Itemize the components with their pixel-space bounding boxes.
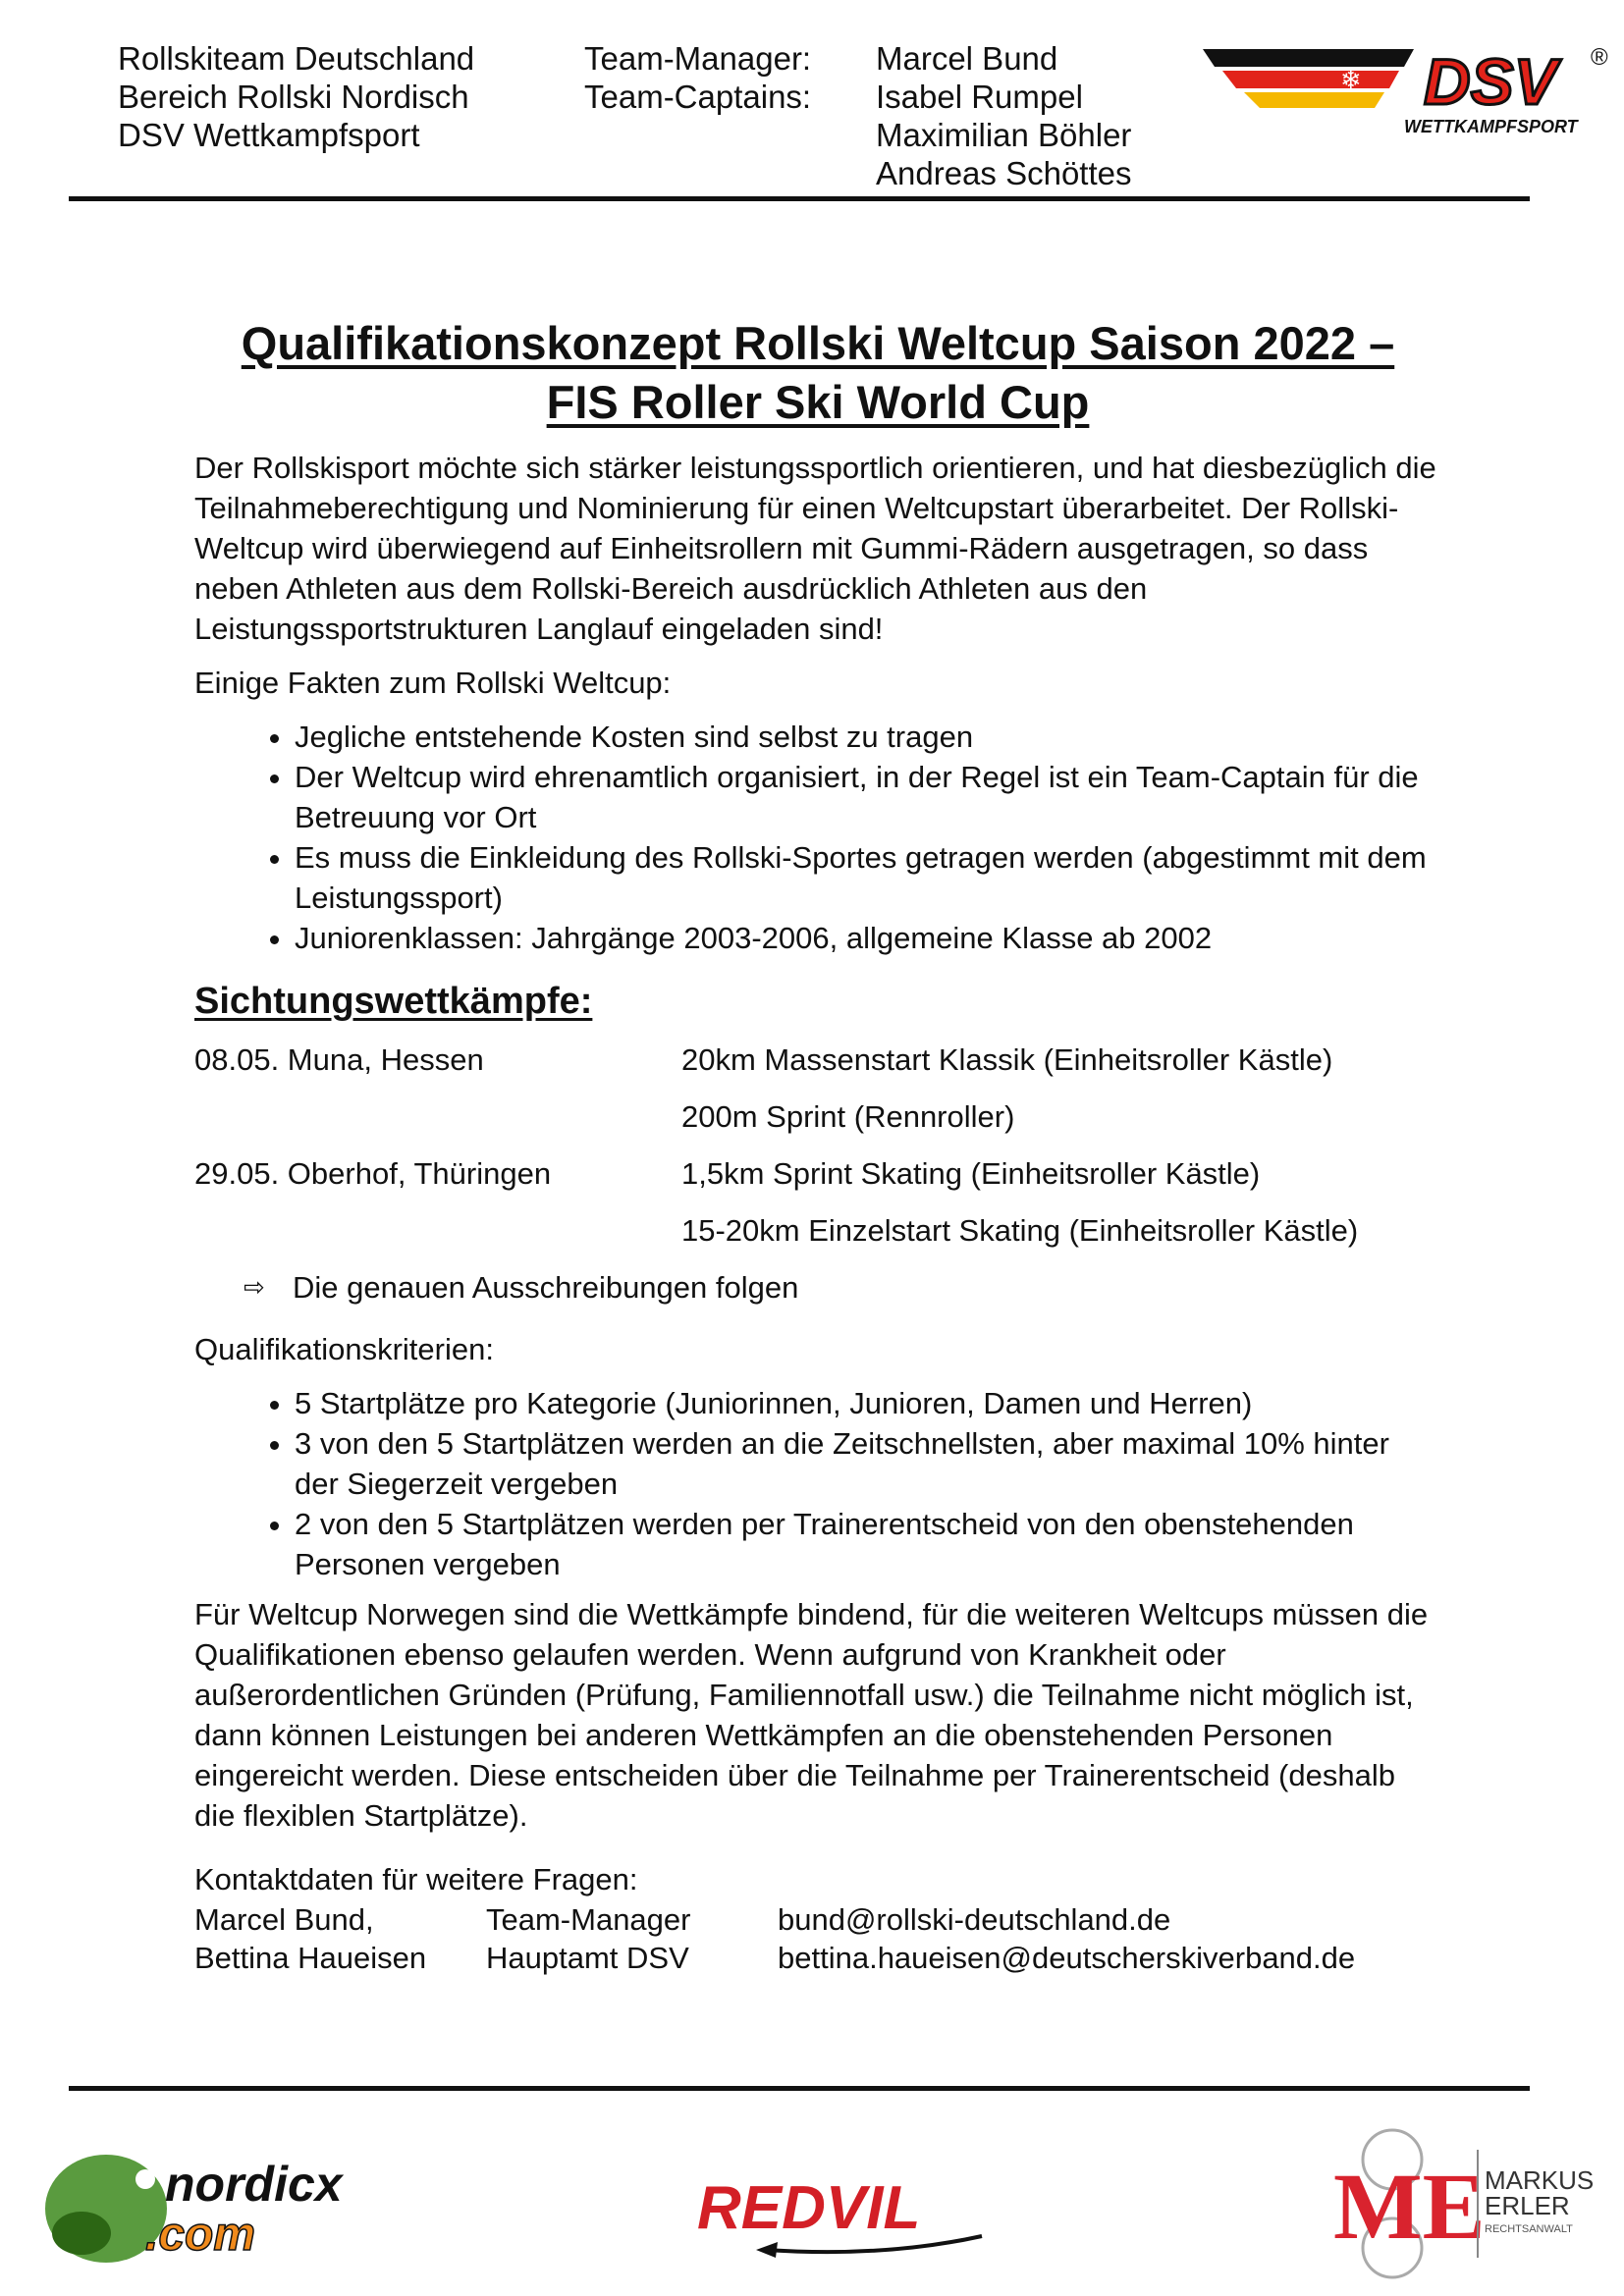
- event-date: 08.05. Muna, Hessen: [194, 1041, 484, 1077]
- person-name: Isabel Rumpel: [876, 79, 1083, 115]
- nordicx-logo: [37, 2140, 430, 2268]
- contact-intro: Kontaktdaten für weitere Fragen:: [194, 1862, 638, 1896]
- contact-name: Bettina Haueisen: [194, 1941, 427, 1975]
- person-name: Maximilian Böhler: [876, 117, 1132, 153]
- contact-email[interactable]: bettina.haueisen@deutscherskiverband.de: [778, 1941, 1356, 1975]
- title-line: Qualifikationskonzept Rollski Weltcup Saison 2022 –: [241, 317, 1395, 369]
- contact-name: Marcel Bund,: [194, 1902, 374, 1937]
- title-line: FIS Roller Ski World Cup: [546, 376, 1090, 428]
- header-divider: [69, 196, 1530, 201]
- list-item: • Der Weltcup wird ehrenamtlich organisiert, in der Regel ist ein Team-Captain für die Betreuung vor Ort: [295, 757, 1441, 837]
- dsv-logo-text: DSV: [1424, 45, 1557, 118]
- markus-erler-logo: [1316, 2120, 1610, 2287]
- list-item: • 5 Startplätze pro Kategorie (Juniorinnen, Junioren, Damen und Herren): [295, 1383, 1441, 1423]
- facts-list: [194, 717, 1441, 958]
- event-row: [194, 1088, 1441, 1145]
- names-block: [876, 39, 1132, 192]
- list-item: • Jegliche entstehende Kosten sind selbst zu tragen: [295, 717, 1441, 757]
- list-item: • Es muss die Einkleidung des Rollski-Sportes getragen werden (abgestimmt mit dem Leistungssport): [295, 837, 1441, 918]
- sponsor-logos: [0, 2110, 1624, 2296]
- arrow-right-icon: ⇨: [244, 1271, 265, 1302]
- contact-role: Hauptamt DSV: [486, 1941, 689, 1975]
- event-row: [194, 1031, 1441, 1088]
- event-race: 1,5km Sprint Skating (Einheitsroller Kästle): [681, 1155, 1261, 1191]
- contact-row: [194, 1899, 1441, 1938]
- document-title: [194, 314, 1441, 432]
- skier-head-icon: [135, 2169, 155, 2189]
- event-row: [194, 1201, 1441, 1258]
- role-label: Team-Captains:: [584, 79, 812, 115]
- nordicx-wordmark: nordicx: [165, 2157, 343, 2212]
- list-item: • 2 von den 5 Startplätzen werden per Trainerentscheid von den obenstehenden Personen vergeben: [295, 1504, 1441, 1584]
- closing-paragraph: Für Weltcup Norwegen sind die Wettkämpfe bindend, für die weiteren Weltcups müssen die Qualifikationen ebenso gelaufen werden. Wenn aufgrund von Krankheit oder außerordentlichen Gründen (Prüfung, Familiennotfall usw.) die Teilnahme nicht möglich ist, dann können Leistungen bei anderen Wettkämpfen an die obenstehenden Personen eingereicht werden. Diese entscheiden über die Teilnahme per Trainerentscheid (deshalb die flexiblen Startplätze).: [194, 1597, 1429, 1833]
- list-item: • Juniorenklassen: Jahrgänge 2003-2006, allgemeine Klasse ab 2002: [295, 918, 1441, 958]
- me-title: RECHTSANWALT: [1485, 2223, 1573, 2235]
- roles-block: [584, 39, 811, 116]
- role-label: Team-Manager:: [584, 40, 812, 77]
- arrow-left-icon: [756, 2242, 778, 2258]
- criteria-intro: Qualifikationskriterien:: [194, 1332, 494, 1366]
- person-name: Marcel Bund: [876, 40, 1058, 77]
- note-text: Die genauen Ausschreibungen folgen: [293, 1269, 799, 1305]
- event-date: 29.05. Oberhof, Thüringen: [194, 1155, 552, 1191]
- contact-email[interactable]: bund@rollski-deutschland.de: [778, 1902, 1171, 1937]
- nordicx-splash-dark: [52, 2212, 111, 2255]
- person-name: Andreas Schöttes: [876, 155, 1132, 191]
- me-name-line: MARKUS: [1485, 2165, 1595, 2195]
- registered-mark: ®: [1591, 44, 1608, 71]
- redvil-logo: [687, 2160, 1041, 2268]
- redvil-wordmark: REDVIL: [697, 2174, 921, 2242]
- criteria-list: [194, 1383, 1441, 1584]
- event-row: [194, 1145, 1441, 1201]
- list-item: • 3 von den 5 Startplätzen werden an die Zeitschnellsten, aber maximal 10% hinter der Siegerzeit vergeben: [295, 1423, 1441, 1504]
- snowflake-icon: ❄: [1340, 66, 1362, 95]
- event-race: 200m Sprint (Rennroller): [681, 1098, 1015, 1134]
- contact-role: Team-Manager: [486, 1902, 691, 1937]
- events-table: [194, 1031, 1441, 1258]
- footer-divider: [69, 2086, 1530, 2091]
- organisation-block: [118, 39, 474, 154]
- me-name-line: ERLER: [1485, 2191, 1570, 2220]
- contact-row: [194, 1938, 1441, 1976]
- document-body: [194, 314, 1441, 1976]
- dsv-logo-subtitle: WETTKAMPFSPORT: [1404, 117, 1578, 136]
- event-race: 15-20km Einzelstart Skating (Einheitsroller Kästle): [681, 1212, 1359, 1248]
- org-line: Bereich Rollski Nordisch: [118, 79, 469, 115]
- announcement-note: [194, 1258, 1441, 1315]
- facts-intro: Einige Fakten zum Rollski Weltcup:: [194, 666, 672, 700]
- dsv-logo: [1203, 37, 1608, 145]
- org-line: Rollskiteam Deutschland: [118, 40, 475, 77]
- event-race: 20km Massenstart Klassik (Einheitsroller Kästle): [681, 1041, 1333, 1077]
- intro-paragraph: Der Rollskisport möchte sich stärker leistungssportlich orientieren, und hat diesbezüglich die Teilnahmeberechtigung und Nominierung für einen Weltcupstart überarbeitet. Der Rollski-Weltcup wird überwiegend auf Einheitsrollern mit Gummi-Rädern ausgetragen, so dass neben Athleten aus dem Rollski-Bereich ausdrücklich Athleten aus den Leistungssportstrukturen Langlauf eingeladen sind!: [194, 451, 1436, 646]
- section-heading: Sichtungswettkämpfe:: [194, 981, 593, 1022]
- nordicx-domain: .com: [145, 2209, 256, 2261]
- contact-block: [194, 1859, 1441, 1976]
- org-line: DSV Wettkampfsport: [118, 117, 420, 153]
- me-monogram: ME: [1333, 2154, 1486, 2259]
